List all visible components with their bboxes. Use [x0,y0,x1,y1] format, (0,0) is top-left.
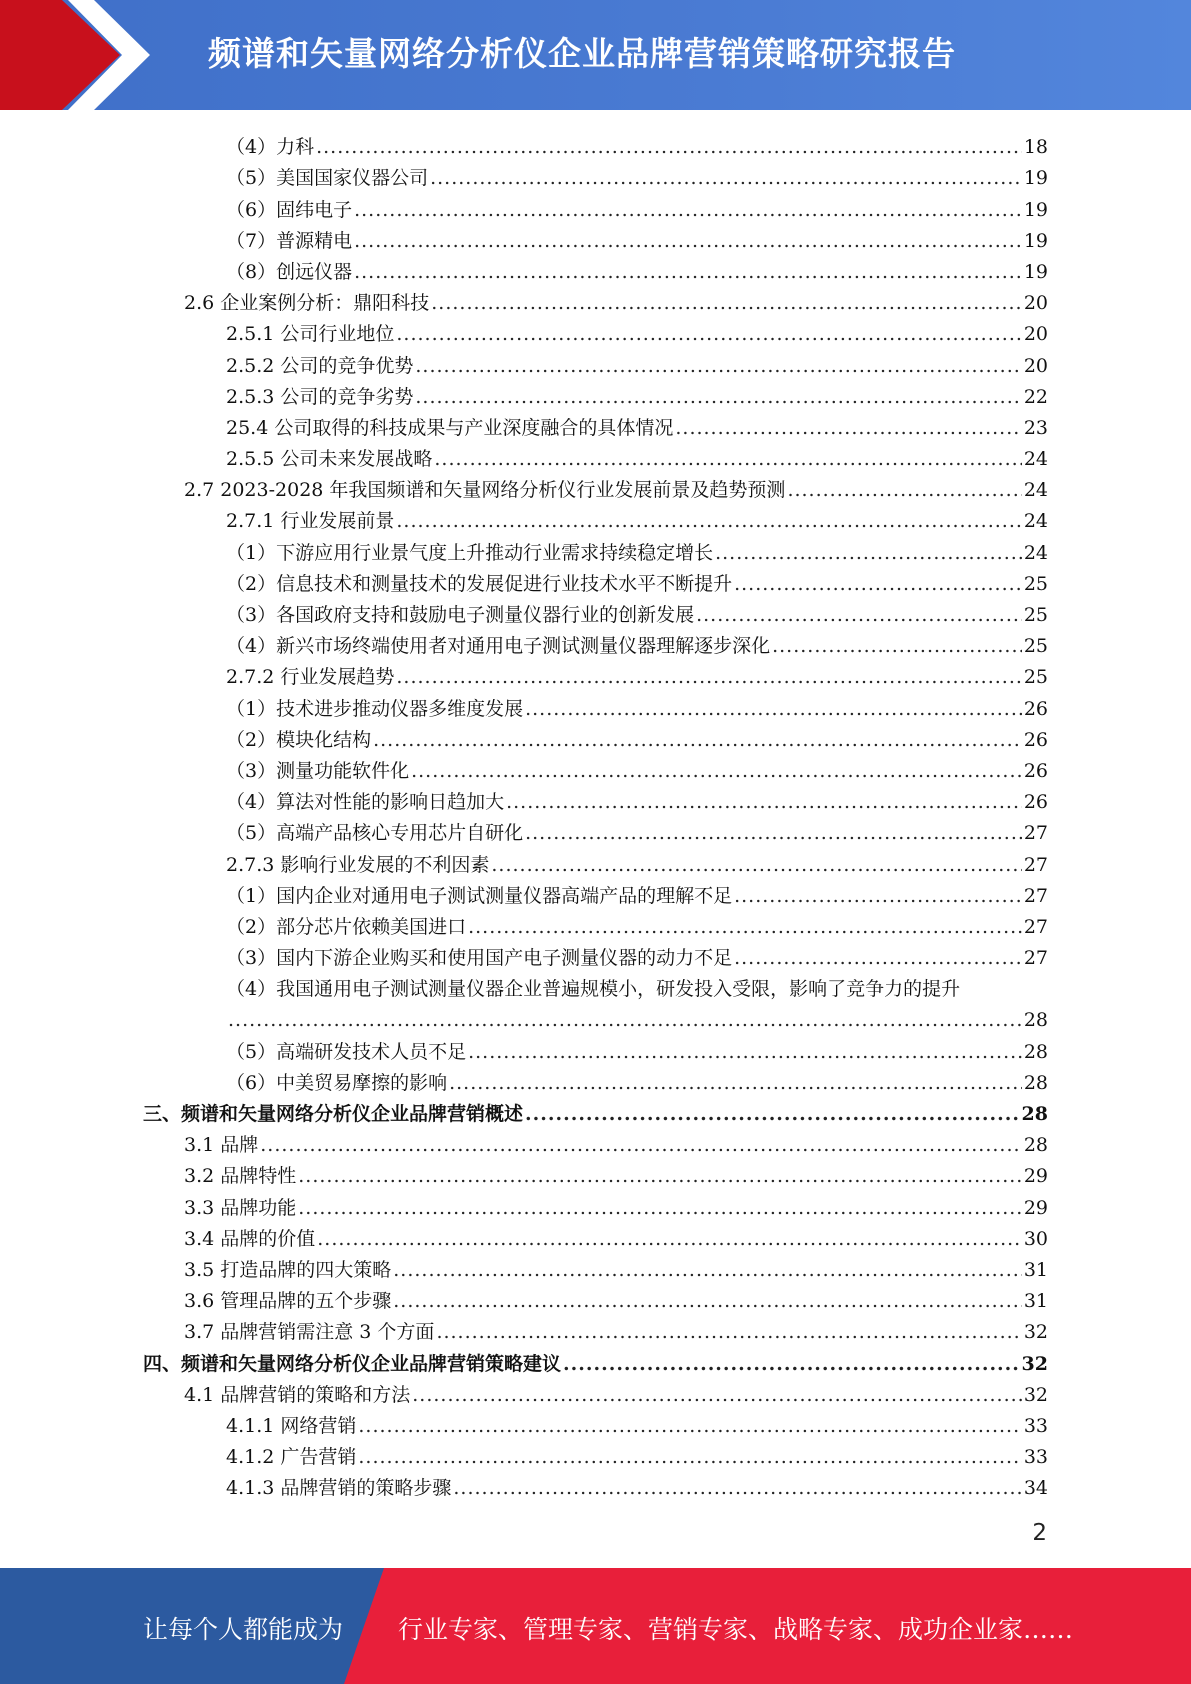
toc-dot-leader [453,1476,1021,1500]
toc-entry-page: 25 [1023,572,1048,595]
toc-dot-leader [358,1445,1021,1469]
toc-entry-line [143,1352,1048,1376]
toc-entry-line [184,1196,1048,1220]
toc-entry-label: （5）高端研发技术人员不足 [226,1040,467,1063]
toc-entry-page: 20 [1023,354,1048,377]
footer-slogan-right: 行业专家、管理专家、营销专家、战略专家、成功企业家…… [398,1615,1074,1644]
toc-entry[interactable] [0,1032,1191,1063]
toc-dot-leader [525,821,1022,845]
toc-entry[interactable] [0,190,1191,221]
toc-dot-leader [525,697,1022,721]
toc-entry[interactable] [0,1282,1191,1313]
toc-entry-label: （5）美国国家仪器公司 [226,167,429,190]
toc-entry[interactable] [0,1407,1191,1438]
toc-entry-line [226,416,1048,440]
toc-entry[interactable] [0,721,1191,752]
toc-entry[interactable] [0,1313,1191,1344]
toc-entry-label: 3.4 品牌的价值 [184,1227,316,1250]
toc-dot-leader [354,260,1022,284]
toc-entry[interactable] [0,502,1191,533]
toc-entry-page: 29 [1023,1165,1048,1188]
toc-entry-line [226,572,1048,596]
toc-entry-line [226,229,1048,253]
toc-entry-line [226,509,1048,533]
toc-entry[interactable] [0,627,1191,658]
toc-entry-label: 3.6 管理品牌的五个步骤 [184,1290,392,1313]
toc-entry-label: （3）国内下游企业购买和使用国产电子测量仪器的动力不足 [226,947,733,970]
toc-entry-page: 23 [1023,416,1048,439]
toc-entry-line [184,1320,1048,1344]
toc-dot-leader [260,1133,1022,1157]
toc-entry[interactable] [0,1344,1191,1375]
toc-dot-leader [506,790,1022,814]
toc-entry-page: 27 [1023,915,1048,938]
toc-dot-leader [373,728,1022,752]
header-title: 频谱和矢量网络分析仪企业品牌营销策略研究报告 [208,34,956,73]
toc-entry-page: 19 [1023,229,1048,252]
toc-entry-page: 25 [1023,666,1048,689]
toc-dot-leader [228,1008,1022,1032]
toc-entry-page: 27 [1023,822,1048,845]
toc-entry-label: 4.1.1 网络营销 [226,1414,357,1437]
toc-entry-page: 22 [1023,385,1048,408]
toc-entry-line [226,1414,1048,1438]
toc-dot-leader [396,509,1021,533]
toc-entry-line [226,1040,1048,1064]
toc-entry[interactable] [0,908,1191,939]
toc-entry-label: 4.1.2 广告营销 [226,1446,357,1469]
toc-dot-leader [354,198,1022,222]
toc-entry-label: 2.7 2023-2028 年我国频谱和矢量网络分析仪行业发展前景及趋势预测 [184,479,786,502]
toc-entry-page: 34 [1023,1477,1048,1500]
toc-dot-leader [563,1352,1020,1376]
toc-entry-line [226,1445,1048,1469]
toc-entry-line [226,884,1048,908]
toc-entry-label: （2）部分芯片依赖美国进口 [226,915,467,938]
toc-entry-label: 2.5.2 公司的竞争优势 [226,354,414,377]
toc-entry[interactable] [0,1220,1191,1251]
toc-entry[interactable] [0,1095,1191,1126]
toc-entry-line [226,665,1048,689]
toc-entry-page: 29 [1023,1196,1048,1219]
toc-entry-page: 28 [1021,1103,1048,1125]
toc-entry-label: 2.7.2 行业发展趋势 [226,666,395,689]
toc-entry-line [226,728,1048,752]
toc-dot-leader [317,1227,1022,1251]
toc-entry[interactable] [0,1157,1191,1188]
toc-entry-label: （7）普源精电 [226,229,353,252]
toc-entry-line [226,790,1048,814]
toc-entry[interactable] [0,1064,1191,1095]
toc-entry[interactable] [0,378,1191,409]
toc-entry-line [226,697,1048,721]
toc-dot-leader [734,884,1022,908]
toc-dot-leader [436,1320,1021,1344]
toc-entry-page: 31 [1023,1258,1048,1281]
toc-entry-line [184,1383,1048,1407]
toc-entry-label: （4）新兴市场终端使用者对通用电子测试测量仪器理解逐步深化 [226,635,771,658]
toc-dot-leader [787,478,1021,502]
toc-entry-label: 3.5 打造品牌的四大策略 [184,1258,392,1281]
toc-dot-leader [396,665,1021,689]
toc-entry-page: 27 [1023,884,1048,907]
toc-entry[interactable] [0,1188,1191,1219]
toc-entry-label: 3.1 品牌 [184,1134,259,1157]
toc-entry-label: 2.6 企业案例分析：鼎阳科技 [184,292,430,315]
toc-dot-leader [358,1414,1021,1438]
toc-entry-line [226,447,1048,471]
toc-entry-label: （5）高端产品核心专用芯片自研化 [226,822,524,845]
toc-entry[interactable] [0,315,1191,346]
toc-dot-leader [396,322,1021,346]
toc-entry-label: 4.1 品牌营销的策略和方法 [184,1383,411,1406]
toc-entry-page: 19 [1023,167,1048,190]
toc-entry-line [226,915,1048,939]
toc-entry-line [226,634,1048,658]
toc-entry[interactable] [0,222,1191,253]
toc-entry-label: 4.1.3 品牌营销的策略步骤 [226,1477,452,1500]
toc-entry-label: （4）我国通用电子测试测量仪器企业普遍规模小，研发投入受限，影响了竞争力的提升 [226,978,961,1001]
toc-entry-label: 3.7 品牌营销需注意 3 个方面 [184,1321,435,1344]
toc-entry-line [226,1008,1048,1032]
toc-entry-page: 24 [1023,448,1048,471]
toc-entry-page: 24 [1023,510,1048,533]
toc-dot-leader [393,1258,1022,1282]
toc-entry-line [184,291,1048,315]
toc-entry[interactable] [0,159,1191,190]
toc-entry[interactable] [0,284,1191,315]
toc-dot-leader [298,1164,1022,1188]
toc-entry-page: 25 [1023,635,1048,658]
toc-entry-page: 33 [1023,1414,1048,1437]
toc-dot-leader [415,354,1021,378]
toc-entry-label: （6）固纬电子 [226,198,353,221]
toc-entry-label: 3.2 品牌特性 [184,1165,297,1188]
toc-entry-label: （2）信息技术和测量技术的发展促进行业技术水平不断提升 [226,572,733,595]
toc-dot-leader [412,1383,1022,1407]
toc-dot-leader [696,603,1022,627]
toc-entry-label: （8）创远仪器 [226,260,353,283]
toc-entry-line [226,385,1048,409]
toc-dot-leader [431,291,1022,315]
toc-entry-line [184,1258,1048,1282]
toc-entry[interactable] [0,1126,1191,1157]
toc-entry-line [226,759,1048,783]
toc-dot-leader [354,229,1022,253]
toc-entry-line [226,260,1048,284]
toc-entry[interactable] [0,939,1191,970]
page-footer [0,1568,1191,1684]
toc-entry-page: 26 [1023,728,1048,751]
toc-entry-label: 三、频谱和矢量网络分析仪企业品牌营销概述 [143,1103,524,1125]
toc-entry-line [184,1227,1048,1251]
toc-entry-label: （6）中美贸易摩擦的影响 [226,1071,448,1094]
toc-entry-label: （4）算法对性能的影响日趋加大 [226,791,505,814]
toc-dot-leader [715,541,1022,565]
page-number: 2 [1032,1520,1047,1546]
toc-entry[interactable] [0,440,1191,471]
toc-dot-leader [734,572,1022,596]
toc-entry-page: 30 [1023,1227,1048,1250]
toc-entry-label: （3）各国政府支持和鼓励电子测量仪器行业的创新发展 [226,604,695,626]
toc-dot-leader [430,166,1022,190]
toc-dot-leader [411,759,1022,783]
toc-dot-leader [734,946,1022,970]
toc-entry-page: 28 [1023,1071,1048,1094]
toc-entry[interactable] [0,970,1191,1001]
toc-entry-line [226,198,1048,222]
toc-dot-leader [675,416,1021,440]
toc-entry-label: （1）技术进步推动仪器多维度发展 [226,697,524,720]
toc-entry[interactable] [0,877,1191,908]
toc-entry-line [184,1164,1048,1188]
toc-entry-label: （2）模块化结构 [226,728,372,751]
toc-entry[interactable] [0,783,1191,814]
toc-entry-page: 20 [1023,323,1048,346]
toc-entry-page: 27 [1023,853,1048,876]
toc-entry[interactable] [0,128,1191,159]
toc-entry-label: （4）力科 [226,136,315,159]
toc-entry-line [226,322,1048,346]
toc-entry-line [184,1289,1048,1313]
toc-entry[interactable] [0,533,1191,564]
toc-dot-leader [468,915,1022,939]
toc-entry-page: 33 [1023,1446,1048,1469]
toc-entry[interactable] [0,409,1191,440]
toc-entry-page: 26 [1023,759,1048,782]
toc-entry-page: 32 [1023,1321,1048,1344]
toc-entry-label: 25.4 公司取得的科技成果与产业深度融合的具体情况 [226,416,674,439]
footer-slogan-left: 让每个人都能成为 [143,1615,344,1644]
toc-entry[interactable] [0,596,1191,627]
toc-entry[interactable] [0,689,1191,720]
toc-entry-page: 24 [1023,541,1048,564]
toc-entry-line [226,541,1048,565]
toc-entry-label: 2.5.5 公司未来发展战略 [226,448,433,471]
toc-dot-leader [772,634,1022,658]
toc-entry[interactable] [0,814,1191,845]
toc-entry-page: 26 [1023,791,1048,814]
toc-entry-line [226,821,1048,845]
toc-entry-label: （1）国内企业对通用电子测试测量仪器高端产品的理解不足 [226,884,733,907]
toc-entry-line [184,478,1048,502]
table-of-contents [0,128,1191,1500]
toc-entry-page: 18 [1023,136,1048,159]
toc-entry[interactable] [0,1251,1191,1282]
toc-entry-line [143,1102,1048,1126]
toc-entry-label: 2.7.3 影响行业发展的不利因素 [226,853,490,876]
toc-entry[interactable] [0,845,1191,876]
toc-entry[interactable] [0,346,1191,377]
toc-entry-page: 28 [1023,1009,1048,1032]
toc-entry-page: 20 [1023,292,1048,315]
toc-entry[interactable] [0,471,1191,502]
toc-dot-leader [393,1289,1022,1313]
toc-entry[interactable] [0,1001,1191,1032]
toc-entry[interactable] [0,1376,1191,1407]
toc-dot-leader [298,1196,1022,1220]
toc-dot-leader [434,447,1021,471]
toc-entry-label: （1）下游应用行业景气度上升推动行业需求持续稳定增长 [226,541,714,564]
toc-entry-label: 2.7.1 行业发展前景 [226,510,395,533]
toc-entry[interactable] [0,253,1191,284]
toc-entry[interactable] [0,1469,1191,1500]
toc-entry[interactable] [0,752,1191,783]
toc-entry-label: （3）测量功能软件化 [226,759,410,782]
toc-entry-line [226,135,1048,159]
toc-dot-leader [468,1040,1022,1064]
page-header [0,0,1191,110]
toc-entry-label: 2.5.1 公司行业地位 [226,323,395,346]
toc-dot-leader [491,853,1021,877]
toc-entry-label: 2.5.3 公司的竞争劣势 [226,385,414,408]
toc-entry[interactable] [0,658,1191,689]
toc-entry[interactable] [0,565,1191,596]
toc-entry-page: 19 [1023,198,1048,221]
toc-entry-line [226,354,1048,378]
toc-entry-line [226,1476,1048,1500]
toc-entry-page: 28 [1023,1040,1048,1063]
toc-entry-page: 32 [1023,1383,1048,1406]
toc-entry-page: 27 [1023,947,1048,970]
toc-dot-leader [316,135,1022,159]
toc-dot-leader [525,1102,1020,1126]
toc-entry-page: 19 [1023,260,1048,283]
toc-entry[interactable] [0,1438,1191,1469]
toc-entry-page: 28 [1023,1134,1048,1157]
toc-entry-page: 24 [1023,479,1048,502]
toc-entry-label: 四、频谱和矢量网络分析仪企业品牌营销策略建议 [143,1352,562,1375]
toc-entry-page: 25 [1023,604,1048,626]
toc-entry-line [226,977,1048,1001]
toc-entry-label: 3.3 品牌功能 [184,1196,297,1219]
toc-entry-line [184,1133,1048,1157]
toc-entry-line [226,1071,1048,1095]
toc-entry-page: 31 [1023,1290,1048,1313]
toc-entry-page: 26 [1023,697,1048,720]
toc-dot-leader [415,385,1021,409]
toc-entry-line [226,853,1048,877]
toc-dot-leader [449,1071,1022,1095]
toc-entry-line [226,603,1048,627]
toc-entry-line [226,166,1048,190]
toc-entry-line [226,946,1048,970]
toc-entry-page: 32 [1021,1352,1048,1375]
